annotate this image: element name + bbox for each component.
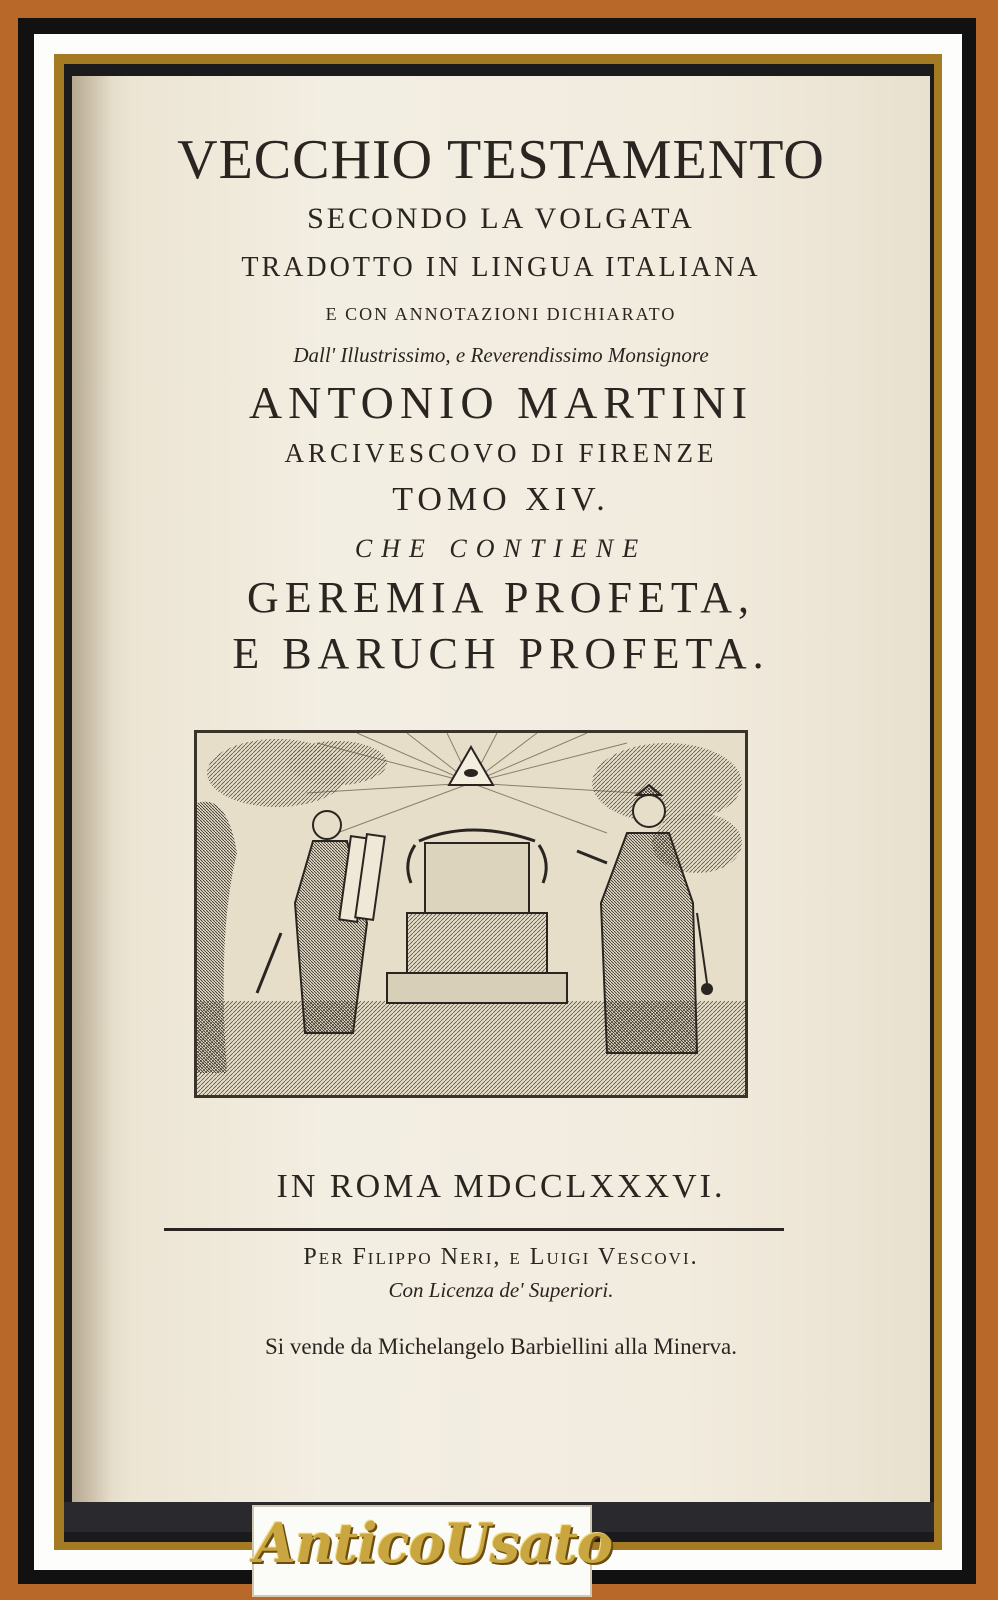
altar <box>407 913 547 973</box>
gutter-shadow <box>72 76 112 1502</box>
subtitle-volgata: SECONDO LA VOLGATA <box>307 202 695 235</box>
main-title: VECCHIO TESTAMENTO <box>177 129 825 191</box>
contains-label: CHE CONTIENE <box>354 534 648 563</box>
watermark-logo <box>252 1505 612 1597</box>
content-baruch: E BARUCH PROFETA. <box>232 629 770 678</box>
imprint-printer: Per Filippo Neri, e Luigi Vescovi. <box>303 1244 699 1270</box>
subtitle-translation: TRADOTTO IN LINGUA ITALIANA <box>241 252 761 283</box>
imprint-licence: Con Licenza de' Superiori. <box>388 1278 614 1302</box>
ark <box>425 843 529 913</box>
imprint-rule <box>164 1228 784 1231</box>
dedication-line: Dall' Illustrissimo, e Reverendissimo Monsignore <box>293 343 709 367</box>
author-title: ARCIVESCOVO DI FIRENZE <box>284 438 718 468</box>
engraving-illustration <box>197 733 745 1095</box>
author-name: ANTONIO MARTINI <box>248 377 754 428</box>
imprint-seller: Si vende da Michelangelo Barbiellini alla Minerva. <box>265 1334 737 1359</box>
title-page <box>72 76 930 1502</box>
content-geremia: GEREMIA PROFETA, <box>246 573 756 622</box>
imprint-place-date: IN ROMA MDCCLXXXVI. <box>276 1168 726 1205</box>
logo-text: AnticoUsato <box>254 1511 612 1575</box>
volume-number: TOMO XIV. <box>392 481 610 518</box>
engraving-vignette <box>194 730 748 1098</box>
subtitle-annotations: E CON ANNOTAZIONI DICHIARATO <box>325 304 677 324</box>
